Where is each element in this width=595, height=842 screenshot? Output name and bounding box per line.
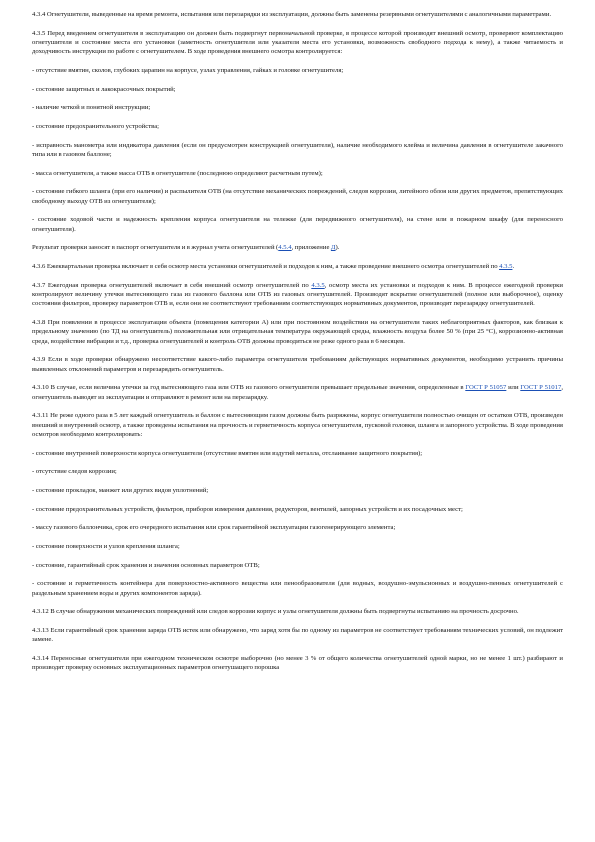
list-item: - состояние ходовой части и надежность крепления корпуса огнетушителя на тележке (для передвижного огнетушителя), на стене или в пожарном шкафу (для переносного огнетушителя). — [32, 216, 563, 233]
paragraph-text: или — [506, 384, 521, 392]
paragraph-4-3-8: 4.3.8 При появлении в процессе эксплуатации объекта (помещения категории А) или при постоянном воздействии на огнетушители таких неблагоприятных факторов, как близкая к предельному значению (по ТД на огнетушитель) положительная или отрицательная температура окружающей среды, влажность воздуха более 50 % (при 25 °С), коррозионно-активная среда, воздействие вибрации и т.д., проверка огнетушителей и контроль ОТВ должны проводиться не реже одного раза в 6 месяцев. — [32, 319, 563, 345]
paragraph-text: 4.3.6 Ежеквартальная проверка включает в себя осмотр места установки огнетушителей и подходов к ним, а также проведение внешнего осмотра огнетушителей по — [32, 263, 500, 271]
paragraph-4-3-7 — [32, 281, 563, 309]
list-item: - состояние внутренней поверхности корпуса огнетушителя (отсутствие вмятин или вздутий металла, отслаивание защитного покрытия); — [32, 449, 423, 457]
paragraph-result — [32, 243, 563, 252]
paragraph-text: , приложение — [291, 244, 331, 252]
list-item: - состояние гибкого шланга (при его наличии) и распылителя ОТВ (на отсутствие механических повреждений, следов коррозии, литейного облоя или других предметов, препятствующих свободному выходу ОТВ из огнетушителя); — [32, 188, 563, 205]
list-item: - отсутствие вмятин, сколов, глубоких царапин на корпусе, узлах управления, гайках и головке огнетушителя; — [32, 66, 344, 74]
paragraph-4-3-6 — [32, 262, 563, 271]
list-item: - исправность манометра или индикатора давления (если он предусмотрен конструкцией огнетушителя), наличие необходимого клейма и величина давления в огнетушителе закачного типа или в газовом баллоне; — [32, 141, 563, 159]
paragraph-4-3-4: 4.3.4 Огнетушители, выведенные на время ремонта, испытания или перезарядки из эксплуатации, должны быть заменены резервными огнетушителями с аналогичными параметрами. — [32, 11, 552, 18]
link-appendix-d[interactable]: Д — [330, 244, 336, 252]
paragraph-text: , огнетушитель выводят из эксплуатации и отправляют в ремонт или на перезарядку. — [32, 384, 563, 401]
paragraph-text: 4.3.10 В случае, если величина утечки за год вытесняющего газа или ОТВ из газового огнетушителя превышает предельные значения, определенные в — [32, 384, 466, 392]
list-item: - наличие четкой и понятной инструкции; — [32, 104, 151, 112]
list-item: - отсутствие следов коррозии; — [32, 468, 117, 476]
paragraph-4-3-13: 4.3.13 Если гарантийный срок хранения заряда ОТВ истек или обнаружено, что заряд хотя бы по одному из параметров не соответствует требованиям технических условий, он подлежит замене. — [32, 627, 563, 644]
list-item: - масса огнетушителя, а также масса ОТВ в огнетушителе (последнюю определяют расчетным путем); — [32, 169, 323, 177]
paragraph-4-3-10 — [32, 383, 563, 402]
list-item: - состояние защитных и лакокрасочных покрытий; — [32, 85, 176, 93]
list-item: - состояние прокладок, манжет или других видов уплотнений; — [32, 486, 209, 494]
link-4-3-5[interactable]: 4.3.5 — [311, 281, 325, 289]
link-gost-r-51057[interactable]: ГОСТ Р 51057 — [465, 384, 507, 392]
list-item: - состояние и герметичность контейнера для поверхностно-активного вещества или пенообразователя (для водных, воздушно-эмульсионных и воздушно-пенных огнетушителей с раздельным хранением воды и других компонентов заряда). — [32, 580, 563, 597]
paragraph-4-3-11: 4.3.11 Не реже одного раза в 5 лет каждый огнетушитель и баллон с вытесняющим газом должны быть разряжены, корпус огнетушителя полностью очищен от остатков ОТВ, произведен внешний и внутренний осмотр, а также проведены испытания на прочность и герметичность корпуса огнетушителя, пусковой головки, шланга и запорного устройства. В ходе проведения осмотров необходимо контролировать: — [32, 412, 563, 438]
paragraph-text: ). — [335, 244, 340, 252]
list-item: - состояние предохранительных устройств, фильтров, приборов измерения давления, редукторов, вентилей, запорных устройств и их посадочных мест; — [32, 505, 463, 513]
list-item: - состояние предохранительного устройства; — [32, 123, 160, 131]
paragraph-text: Результат проверки заносят в паспорт огнетушителя и в журнал учета огнетушителей ( — [32, 244, 279, 252]
paragraph-text: , осмотр места их установки и подходов к ним. В процессе ежегодной проверки контролируют величину утечки вытесняющего газа из газового баллона или ОТВ из газовых огнетушителей. Производят вскрытие огнетушителей (полное или выборочное), оценку состояния фильтров, проверку параметров ОТВ и, если они не соответствуют требованиям соответствующих нормативных документов, производят перезарядку огнетушителей. — [32, 281, 563, 308]
paragraph-4-3-9: 4.3.9 Если в ходе проверки обнаружено несоответствие какого-либо параметра огнетушителя требованиям действующих нормативных документов, необходимо устранить причины выявленных отклонений параметров и перезарядить огнетушитель. — [32, 356, 563, 373]
paragraph-text: 4.3.7 Ежегодная проверка огнетушителей включает в себя внешний осмотр огнетушителей по — [32, 281, 312, 289]
paragraph-text: . — [512, 263, 515, 271]
link-4-3-5[interactable]: 4.3.5 — [499, 263, 513, 271]
list-item: - массу газового баллончика, срок его очередного испытания или срок гарантийной эксплуатации газогенерирующего элемента; — [32, 524, 396, 532]
paragraph-4-3-12: 4.3.12 В случае обнаружения механических повреждений или следов коррозии корпус и узлы огнетушителя должны быть подвергнуты испытанию на прочность досрочно. — [32, 608, 519, 616]
paragraph-4-3-5: 4.3.5 Перед введением огнетушителя в эксплуатацию он должен быть подвергнут первоначальной проверке, в процессе которой производят внешний осмотр, проверяют комплектацию огнетушителя и состояние места его установки (заметность огнетушителя или указателя места его установки, возможность свободного подхода к нему), а также читаемость и доходчивость инструкции по работе с огнетушителем. В ходе проведения внешнего осмотра контролируется: — [32, 29, 563, 56]
list-item: - состояние поверхности и узлов крепления шланга; — [32, 542, 180, 550]
list-item: - состояние, гарантийный срок хранения и значения основных параметров ОТВ; — [32, 561, 260, 569]
link-4-5-4[interactable]: 4.5.4 — [278, 244, 292, 252]
paragraph-4-3-14: 4.3.14 Переносные огнетушители при ежегодном техническом осмотре выборочно (но менее 3 % от общего количества огнетушителей одной марки, но не менее 1 шт.) разбирают и производят проверку основных эксплуатационных параметров огнетушащего порошка — [32, 655, 563, 672]
link-gost-r-51017[interactable]: ГОСТ Р 51017 — [520, 384, 562, 392]
